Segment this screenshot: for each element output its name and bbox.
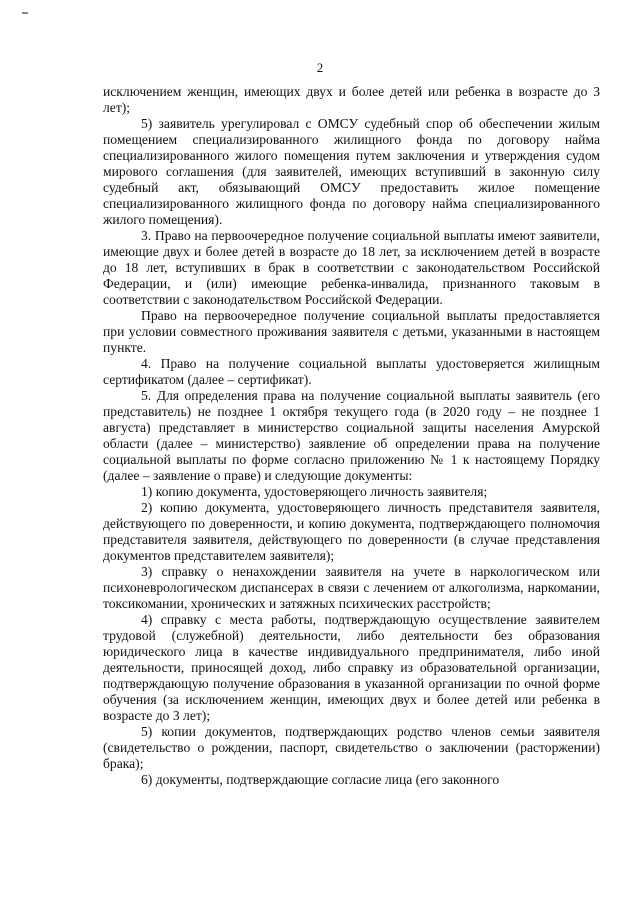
scan-artifact <box>22 12 28 14</box>
page-number: 2 <box>316 60 324 75</box>
paragraph: 2) копию документа, удостоверяющего личность представителя заявителя, действующего по доверенности, и копию документа, подтверждающего полномочия представителя заявителя, действующего по доверенности (в случае представления документов представителем заявителя); <box>103 500 600 563</box>
paragraph: 5) заявитель урегулировал с ОМСУ судебный спор об обеспечении жилым помещением специализированного жилищного фонда по договору найма специализированного жилого помещения путем заключения и утверждения судом мирового соглашения (для заявителей, имеющих вступивший в законную силу судебный акт, обязывающий ОМСУ предоставить жилое помещение специализированного жилищного фонда по договору найма специализированного жилого помещения). <box>103 116 600 227</box>
paragraph: 3) справку о ненахождении заявителя на учете в наркологическом или психоневрологическом диспансерах в связи с лечением от алкоголизма, наркомании, токсикомании, хронических и затяжных психических расстройств; <box>103 564 600 611</box>
paragraph: 1) копию документа, удостоверяющего личность заявителя; <box>141 484 488 499</box>
paragraph: Право на первоочередное получение социальной выплаты предоставляется при условии совместного проживания заявителя с детьми, указанными в настоящем пункте. <box>103 308 600 355</box>
document-body <box>103 84 600 788</box>
paragraph: 5) копии документов, подтверждающих родство членов семьи заявителя (свидетельство о рождении, паспорт, свидетельство о заключении (расторжении) брака); <box>103 724 600 771</box>
paragraph: исключением женщин, имеющих двух и более детей или ребенка в возрасте до 3 лет); <box>103 84 600 115</box>
paragraph: 5. Для определения права на получение социальной выплаты заявитель (его представитель) не позднее 1 октября текущего года (в 2020 году – не позднее 1 августа) представляет в министерство социальной защиты населения Амурской области (далее – министерство) заявление об определении права на получение социальной выплаты по форме согласно приложению № 1 к настоящему Порядку (далее – заявление о праве) и следующие документы: <box>103 388 600 483</box>
paragraph: 6) документы, подтверждающие согласие лица (его законного <box>141 772 500 787</box>
paragraph: 4) справку с места работы, подтверждающую осуществление заявителем трудовой (служебной) деятельности, либо деятельности без образования юридического лица в качестве индивидуального предпринимателя, либо иной деятельности, приносящей доход, либо справку из образовательной организации, подтверждающую получение образования в указанной организации по очной форме обучения (за исключением женщин, имеющих двух и более детей или ребенка в возрасте до 3 лет); <box>103 612 600 723</box>
paragraph: 3. Право на первоочередное получение социальной выплаты имеют заявители, имеющие двух и более детей в возрасте до 18 лет, за исключением детей в возрасте до 18 лет, вступивших в брак в соответствии с законодательством Российской Федерации, и (или) имеющие ребенка-инвалида, признанного таковым в соответствии с законодательством Российской Федерации. <box>103 228 600 307</box>
paragraph: 4. Право на получение социальной выплаты удостоверяется жилищным сертификатом (далее – сертификат). <box>103 356 600 387</box>
